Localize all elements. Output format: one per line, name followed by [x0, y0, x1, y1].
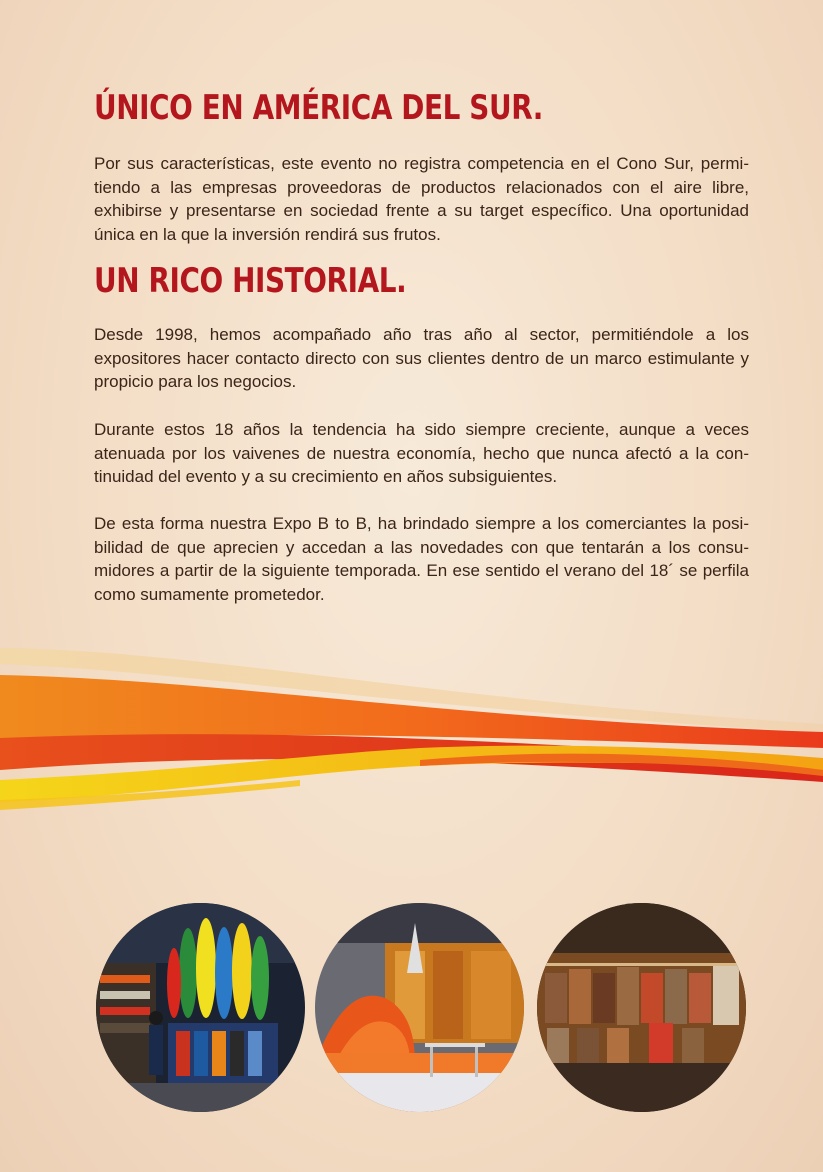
section-paragraph-unico: Por sus características, este evento no registra competencia en el Cono Sur, permitiendo a las empresas proveedoras de productos relacionados con el aire libre, exhibirse y presentarse en sociedad frente a su target específico. Una oportunidad única en la que la inversión rendirá sus frutos. [94, 154, 749, 244]
historial-paragraph-3: De esta forma nuestra Expo B to B, ha brindado siempre a los comerciantes la posibilidad de que aprecien y accedan a las novedades con que tentarán a los consumidores a partir de la siguiente temporada. En ese sentido el verano del 18´ se perfila como sumamente prometedor. [94, 514, 749, 604]
historial-paragraph-1: Desde 1998, hemos acompañado año tras año al sector, permitiéndole a los expositores hacer contacto directo con sus clientes dentro de un marco estimulante y propicio para los negocios. [94, 325, 749, 391]
photo-clothing [537, 903, 746, 1112]
decorative-wave-band [0, 620, 823, 840]
photo-kayaks [96, 903, 305, 1112]
section-title-historial: UN RICO HISTORIAL. [94, 261, 407, 301]
section-title-unico: ÚNICO EN AMÉRICA DEL SUR. [94, 88, 543, 128]
photo-tents [315, 903, 524, 1112]
historial-paragraph-2: Durante estos 18 años la tendencia ha sido siempre creciente, aunque a veces atenuada por los vaivenes de nuestra economía, hecho que nunca afectó a la continuidad del evento y a su crecimiento en años subsiguientes. [94, 420, 749, 486]
